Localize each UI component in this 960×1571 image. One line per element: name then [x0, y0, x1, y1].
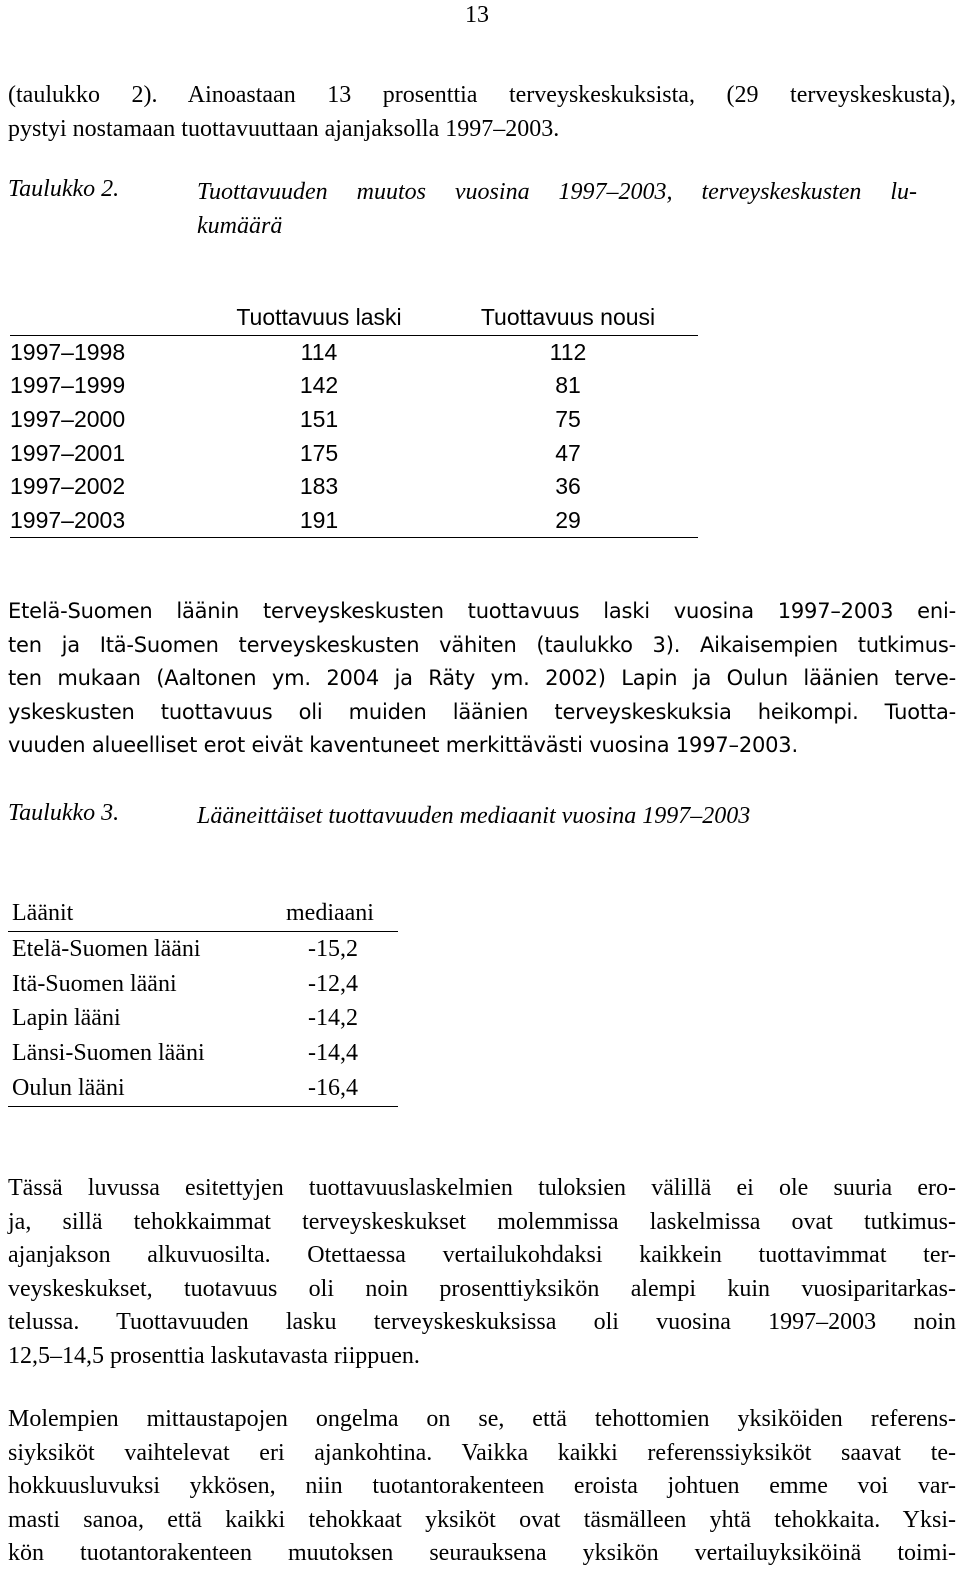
table-row: [10, 436, 698, 470]
province-cell: Etelä-Suomen lääni: [12, 935, 201, 962]
increased-cell: 81: [555, 372, 581, 399]
text-line: yskeskusten tuottavuus oli muiden läänien terveyskeskuksia heikompi. Tuotta-: [8, 699, 956, 724]
text-line: Molempien mittaustapojen ongelma on se, että tehottomien yksiköiden referens-: [8, 1406, 956, 1432]
period-cell: 1997–1998: [10, 338, 126, 365]
period-cell: 1997–1999: [10, 372, 126, 399]
table-row: [10, 335, 698, 369]
province-cell: Länsi-Suomen lääni: [12, 1040, 205, 1067]
text-line: veyskeskukset, tuotavuus oli noin prosenttiyksikön alempi kuin vuosiparitarkas-: [8, 1275, 956, 1302]
period-cell: 1997–2002: [10, 473, 126, 500]
decreased-cell: 142: [299, 372, 339, 399]
header-cell: Tuottavuus nousi: [438, 301, 698, 335]
table-row: [10, 369, 698, 403]
table-row: [8, 1036, 398, 1071]
province-cell: Lapin lääni: [12, 1005, 121, 1032]
text-line: telussa. Tuottavuuden lasku terveyskeskuksissa oli vuosina 1997–2003 noin: [8, 1309, 956, 1335]
table-row: [10, 504, 698, 538]
median-cell: -12,4: [308, 970, 358, 997]
header-cell: Tuottavuus laski: [200, 301, 438, 335]
median-cell: -16,4: [282, 1071, 398, 1106]
results-paragraph: [8, 1172, 956, 1373]
decreased-cell: 191: [200, 504, 438, 538]
text-line: (taulukko 2). Ainoastaan 13 prosenttia terveyskeskuksista, (29 terveyskeskusta),: [8, 82, 956, 108]
text-line: siyksiköt vaihtelevat eri ajankohtina. Vaikka kaikki referenssiyksiköt saavat te-: [8, 1439, 956, 1466]
decreased-cell: 114: [300, 338, 338, 365]
text-line: vuuden alueelliset erot eivät kaventuneet merkittävästi vuosina 1997–2003.: [8, 733, 798, 757]
text-line: 12,5–14,5 prosenttia laskutavasta riippuen.: [8, 1342, 420, 1369]
caption-line: Tuottavuuden muutos vuosina 1997–2003, terveyskeskusten lu-: [197, 179, 917, 205]
province-cell: Oulun lääni: [8, 1071, 282, 1106]
table-row: [8, 967, 398, 1002]
text-line: Tässä luvussa esitettyjen tuottavuuslaskelmien tuloksien välillä ei ole suuria ero-: [8, 1175, 956, 1201]
table-row: [10, 470, 698, 504]
median-cell: -14,2: [308, 1005, 358, 1032]
decreased-cell: 175: [299, 439, 339, 466]
decreased-cell: 151: [299, 406, 339, 433]
table-row: [8, 1002, 398, 1037]
increased-cell: 75: [555, 406, 581, 433]
header-cell: Läänit: [8, 896, 282, 932]
table3: [8, 896, 398, 1107]
table2-caption: [197, 176, 917, 243]
increased-cell: 47: [555, 439, 581, 466]
table-row: [8, 932, 398, 967]
intro-paragraph: [8, 79, 956, 146]
table3-caption: Lääneittäiset tuottavuuden mediaanit vuosina 1997–2003: [197, 803, 751, 829]
increased-cell: 112: [549, 338, 587, 365]
period-cell: 1997–2001: [10, 439, 126, 466]
table-row: [8, 1071, 398, 1106]
text-line: ja, sillä tehokkaimmat terveyskeskukset molemmissa laskelmissa ovat tutkimus-: [8, 1208, 956, 1235]
text-line: Etelä-Suomen läänin terveyskeskusten tuottavuus laski vuosina 1997–2003 eni-: [8, 599, 956, 623]
text-line: masti sanoa, että kaikki tehokkaat yksiköt ovat täsmälleen yhtä tehokkaita. Yksi-: [8, 1506, 956, 1533]
text-line: ajanjakson alkuvuosilta. Otettaessa vertailukohdaksi kaikkein tuottavimmat ter-: [8, 1242, 956, 1268]
province-cell: Itä-Suomen lääni: [12, 970, 177, 997]
text-line: ten mukaan (Aaltonen ym. 2004 ja Räty ym. 2002) Lapin ja Oulun läänien terve-: [8, 666, 956, 690]
text-line: pystyi nostamaan tuottavuuttaan ajanjaksolla 1997–2003.: [8, 115, 560, 142]
text-line: ten ja Itä-Suomen terveyskeskusten vähiten (taulukko 3). Aikaisempien tutkimus-: [8, 632, 956, 657]
table-row: [10, 403, 698, 437]
text-line: kön tuotantorakenteen muutoksen seurauksena yksikön vertailuyksiköinä toimi-: [8, 1540, 956, 1566]
period-cell: 1997–2003: [10, 504, 200, 538]
table2: [10, 301, 698, 538]
median-cell: -15,2: [308, 935, 358, 962]
increased-cell: 29: [438, 504, 698, 538]
median-cell: -14,4: [308, 1040, 358, 1067]
header-cell: [10, 301, 200, 335]
text-line: hokkuusluvuksi ykkösen, niin tuotantorakenteen eroista johtuen emme voi var-: [8, 1473, 956, 1499]
regional-paragraph: [8, 595, 956, 763]
header-cell: mediaani: [282, 896, 398, 932]
period-cell: 1997–2000: [10, 406, 126, 433]
table2-label: Taulukko 2.: [8, 176, 120, 202]
problem-paragraph: [8, 1403, 956, 1571]
caption-line: kumäärä: [197, 212, 283, 239]
table-header-row: [8, 896, 398, 932]
table3-label: Taulukko 3.: [8, 800, 120, 826]
increased-cell: 36: [555, 473, 581, 500]
page-number: 13: [465, 2, 489, 28]
decreased-cell: 183: [299, 473, 339, 500]
table-header-row: [10, 301, 698, 335]
